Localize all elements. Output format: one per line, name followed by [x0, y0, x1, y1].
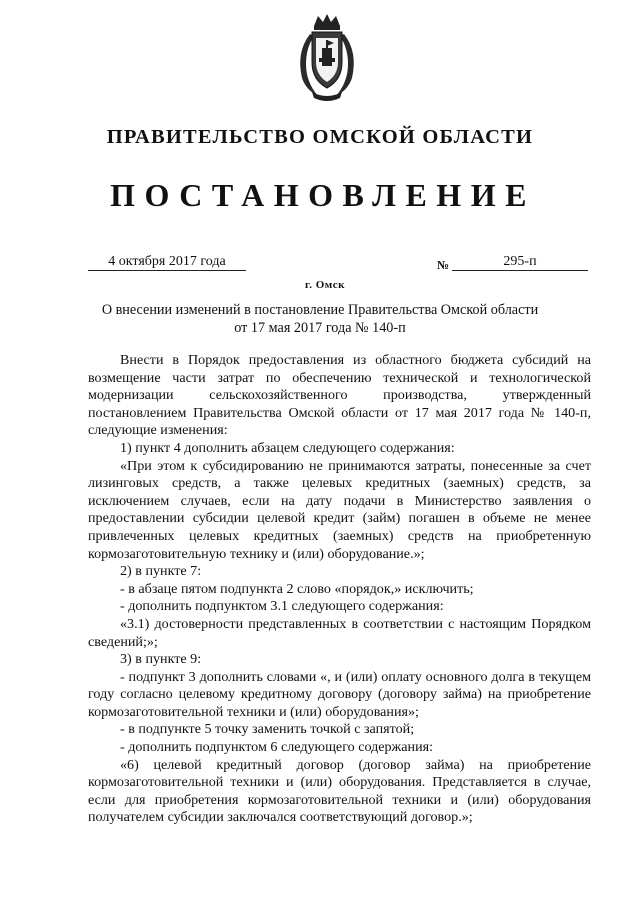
subject-line-2: от 17 мая 2017 года № 140-п	[234, 320, 406, 336]
body-paragraph: 1) пункт 4 дополнить абзацем следующего содержания:	[120, 439, 455, 456]
document-date: 4 октября 2017 года	[88, 254, 246, 271]
city: г. Омск	[304, 279, 346, 291]
document-type-title: ПОСТАНОВЛЕНИЕ	[110, 177, 536, 213]
body-paragraph: - подпункт 3 дополнить словами «, и (или) оплату основного долга в текущем году согласно целевому кредитному договору (договору займа) на приобретение кормозаготовительной техники и (или) оборудования»;	[88, 668, 591, 720]
body-paragraph: 2) в пункте 7:	[120, 563, 202, 580]
body-paragraph: «6) целевой кредитный договор (договор займа) на приобретение кормозаготовительной техники и (или) оборудования. Представляется в случае, если для приобретения кормозаготовительной техники и (или) оборудования получателем субсидии заключался соответствующий договор.»;	[88, 756, 591, 826]
document-subject	[60, 301, 580, 337]
body-paragraph: - дополнить подпунктом 6 следующего содержания:	[120, 739, 434, 756]
body-paragraph: - дополнить подпунктом 3.1 следующего содержания:	[120, 598, 444, 615]
document-number: 295-п	[452, 254, 588, 271]
body-paragraph: Внести в Порядок предоставления из областного бюджета субсидий на возмещение части затрат по обеспечению технической и технологической модернизации сельскохозяйственного производства, утвержденный постановлением Правительства Омской области от 17 мая 2017 года № 140-п, следующие изменения:	[88, 352, 591, 439]
body-paragraph: - в абзаце пятом подпункта 2 слово «порядок,» исключить;	[120, 580, 474, 597]
omsk-coat-of-arms-emblem	[292, 12, 362, 102]
body-paragraph: - в подпункте 5 точку заменить точкой с запятой;	[120, 721, 415, 738]
body-paragraph: 3) в пункте 9:	[120, 651, 202, 668]
organization-title: ПРАВИТЕЛЬСТВО ОМСКОЙ ОБЛАСТИ	[106, 126, 534, 148]
document-body	[88, 352, 591, 827]
body-paragraph: «При этом к субсидированию не принимаются затраты, понесенные за счет лизинговых средств, а также целевых кредитных (заемных) средств, за исключением случаев, если на дату подачи в Министерство заявления о предоставлении субсидии целевой кредит (займ) погашен в объеме не менее привлеченных целевых кредитных (заемных) средств на приобретенную кормозаготовительную технику и (или) оборудование.»;	[88, 457, 591, 562]
subject-line-1: О внесении изменений в постановление Правительства Омской области	[101, 302, 539, 318]
document-number-label: №	[437, 258, 450, 272]
body-paragraph: «3.1) достоверности представленных в соответствии с настоящим Порядком сведений;»;	[88, 615, 591, 650]
